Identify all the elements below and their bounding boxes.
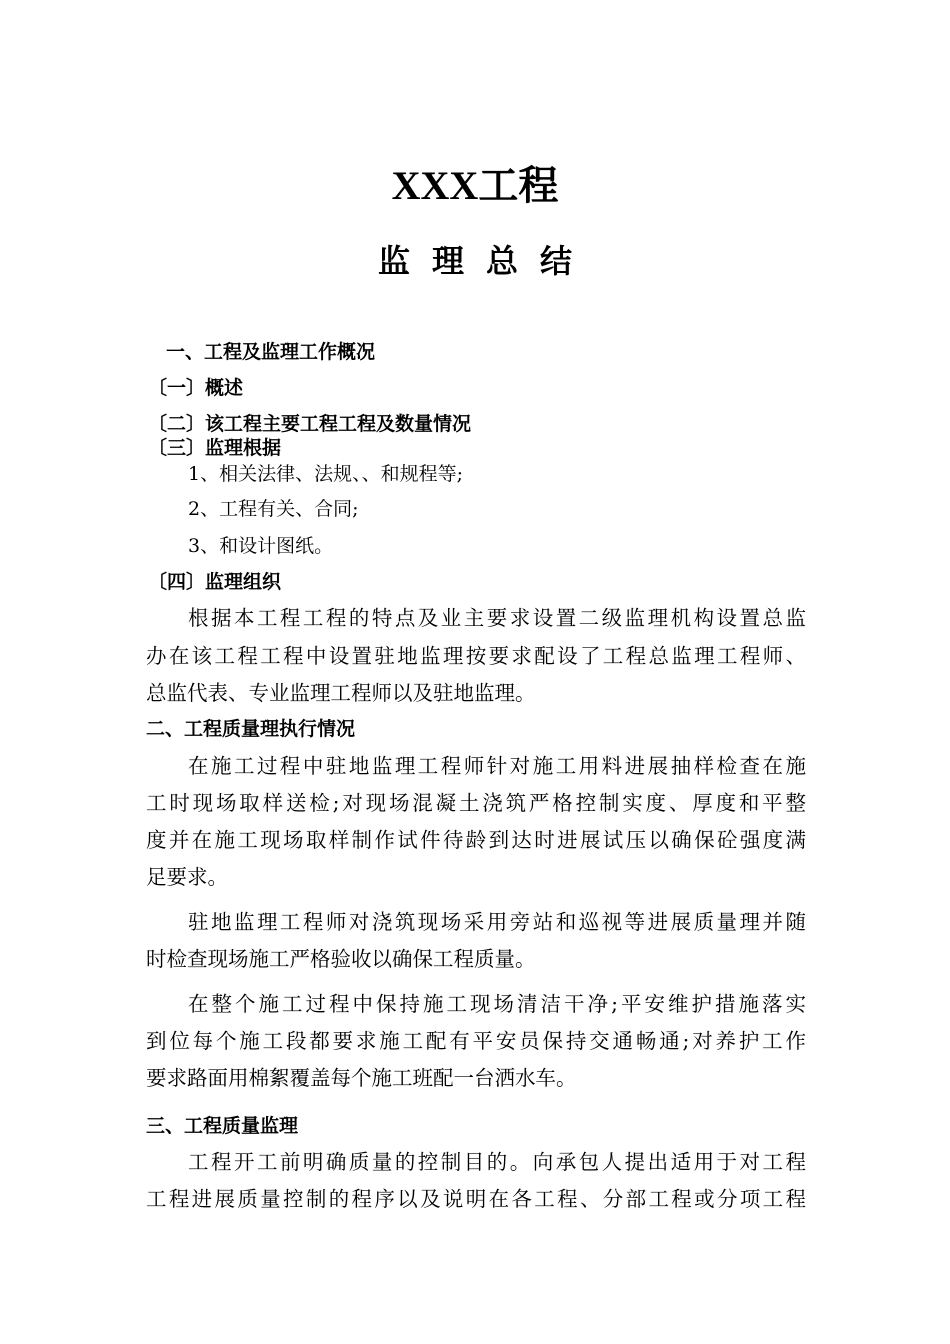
paragraph-line: 工程开工前明确质量的控制目的。向承包人提出适用于对工程 (188, 1150, 806, 1174)
subsection-heading: 〔四〕监理组织 (148, 571, 282, 593)
paragraph-line: 工程进展质量控制的程序以及说明在各工程、分部工程或分项工程 (146, 1187, 806, 1211)
list-item: 2、工程有关、合同; (188, 498, 359, 520)
section-heading: 三、工程质量监理 (146, 1115, 299, 1137)
list-item: 3、和设计图纸。 (188, 535, 334, 557)
paragraph-line: 工时现场取样送检;对现场混凝土浇筑严格控制实度、厚度和平整 (146, 791, 806, 815)
list-item: 1、相关法律、法规、、和规程等; (188, 463, 463, 485)
paragraph-line: 度并在施工现场取样制作试件待龄到达时进展试压以确保砼强度满 (146, 828, 806, 852)
paragraph-line: 在施工过程中驻地监理工程师针对施工用料进展抽样检查在施 (188, 754, 806, 778)
subsection-heading: 〔二〕该工程主要工程工程及数量情况 (148, 413, 472, 435)
paragraph-line: 总监代表、专业监理工程师以及驻地监理。 (146, 681, 536, 705)
paragraph-line: 办在该工程工程中设置驻地监理按要求配设了工程总监理工程师、 (146, 644, 806, 668)
subsection-heading: 〔一〕概述 (148, 377, 244, 399)
section-heading: 一、工程及监理工作概况 (166, 341, 376, 363)
paragraph-line: 根据本工程工程的特点及业主要求设置二级监理机构设置总监 (188, 606, 806, 630)
paragraph-line: 驻地监理工程师对浇筑现场采用旁站和巡视等进展质量理并随 (188, 910, 806, 934)
paragraph-line: 到位每个施工段都要求施工配有平安员保持交通畅通;对养护工作 (146, 1029, 806, 1053)
paragraph-line: 在整个施工过程中保持施工现场清洁干净;平安维护措施落实 (188, 992, 806, 1016)
document-title: XXX工程 (391, 163, 559, 208)
paragraph-line: 时检查现场施工严格验收以确保工程质量。 (146, 947, 536, 971)
section-heading: 二、工程质量理执行情况 (146, 718, 356, 740)
paragraph-line: 要求路面用棉絮覆盖每个施工班配一台洒水车。 (146, 1066, 577, 1090)
document-subtitle: 监理总结 (377, 242, 594, 280)
subsection-heading: 〔三〕监理根据 (148, 437, 282, 459)
paragraph-line: 足要求。 (146, 865, 228, 889)
